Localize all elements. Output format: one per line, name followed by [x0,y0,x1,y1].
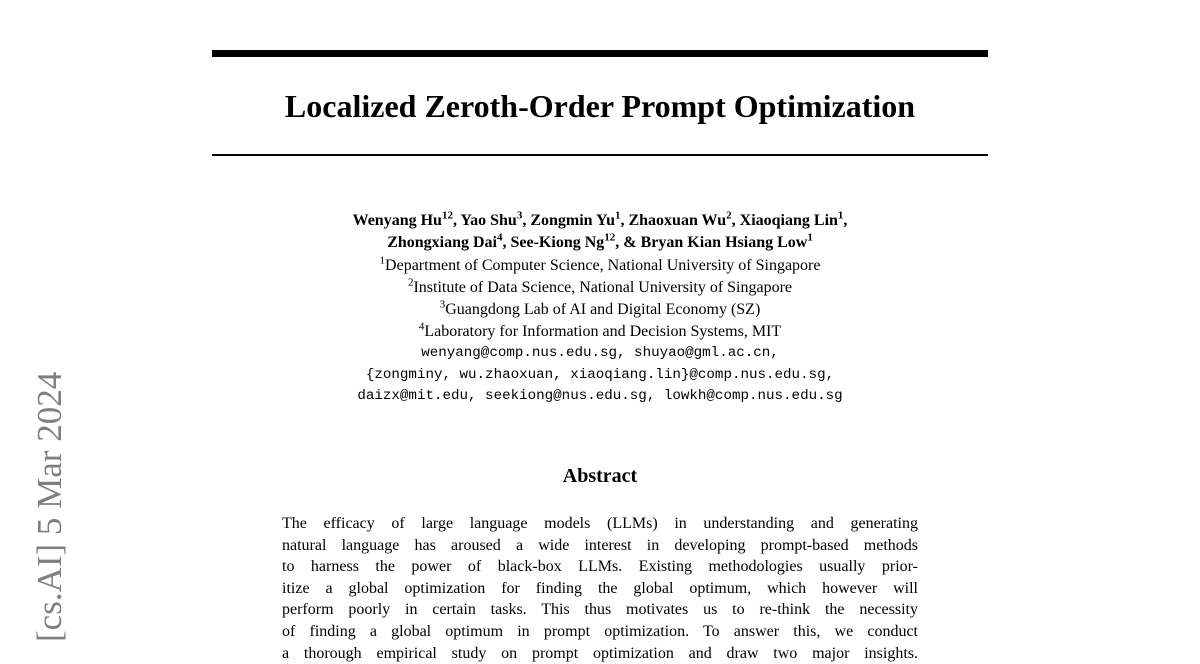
affiliation-text: Laboratory for Information and Decision Systems, MIT [424,323,782,340]
affiliation-marker: 4 [418,320,425,333]
author-affiliation-marker: 2 [726,209,732,222]
author-affiliation-marker: 4 [497,231,503,244]
author-affiliation-marker: 12 [441,209,453,222]
affiliation-line [212,255,988,277]
author-name: Bryan Kian Hsiang Low [640,234,808,251]
author-line-2 [212,232,988,254]
author-affiliation-marker: 3 [516,209,523,222]
author-separator: , [502,234,511,251]
affiliation-line [212,277,988,299]
author-name: Wenyang Hu [352,212,442,229]
affiliation-text: Guangdong Lab of AI and Digital Economy (SZ) [445,301,761,318]
affiliation-text: Institute of Data Science, National University of Singapore [413,279,793,296]
affiliation-marker: 2 [407,276,414,289]
author-name: Zongmin Yu [530,212,615,229]
email-line: {zongminy, wu.zhaoxuan, xiaoqiang.lin}@comp.nus.edu.sg, [365,366,835,383]
author-name: Zhongxiang Dai [387,234,497,251]
title-bottom-rule [212,154,988,156]
email-line: wenyang@comp.nus.edu.sg, shuyao@gml.ac.cn, [421,345,779,361]
affiliation-list [212,255,988,343]
abstract-body [282,513,918,664]
affiliation-marker: 3 [439,298,446,311]
abstract-line: natural language has aroused a wide interest in developing prompt-based methods [282,536,918,554]
abstract-line: to harness the power of black-box LLMs. Existing methodologies usually prior- [282,558,918,576]
author-separator: , [843,212,848,229]
abstract-heading: Abstract [562,465,638,487]
author-affiliation-marker: 1 [614,209,621,222]
abstract-line: perform poorly in certain tasks. This thus motivates us to re-think the necessity [282,601,918,619]
abstract-line: a thorough empirical study on prompt optimization and draw two major insights. [282,644,918,662]
author-separator: , [620,212,629,229]
author-separator: , [731,212,740,229]
arxiv-identifier-stamp: [cs.AI] 5 Mar 2024 [30,371,69,642]
author-name: See-Kiong Ng [510,234,605,251]
author-separator: , & [615,234,641,251]
paper-title: Localized Zeroth-Order Prompt Optimization [284,88,916,124]
email-list [212,343,988,408]
abstract-line: The efficacy of large language models (LLMs) in understanding and generating [282,515,918,532]
author-separator: , [452,212,461,229]
author-affiliation-marker: 12 [604,231,616,244]
title-top-rule [212,50,988,57]
affiliation-line [212,321,988,343]
abstract-line: itize a global optimization for finding the global optimum, which however will [282,579,918,597]
affiliation-line [212,299,988,321]
email-line: daizx@mit.edu, seekiong@nus.edu.sg, lowkh@comp.nus.edu.sg [357,388,843,404]
abstract-line: of finding a global optimum in prompt optimization. To answer this, we conduct [282,622,918,640]
author-line-1 [212,210,988,232]
author-name: Zhaoxuan Wu [628,212,727,229]
author-name: Yao Shu [460,212,517,229]
author-affiliation-marker: 1 [837,209,844,222]
author-separator: , [522,212,531,229]
author-affiliation-marker: 1 [807,231,813,244]
affiliation-marker: 1 [379,254,386,267]
affiliation-text: Department of Computer Science, National University of Singapore [385,257,821,274]
author-name: Xiaoqiang Lin [739,212,838,229]
author-list [212,210,988,254]
